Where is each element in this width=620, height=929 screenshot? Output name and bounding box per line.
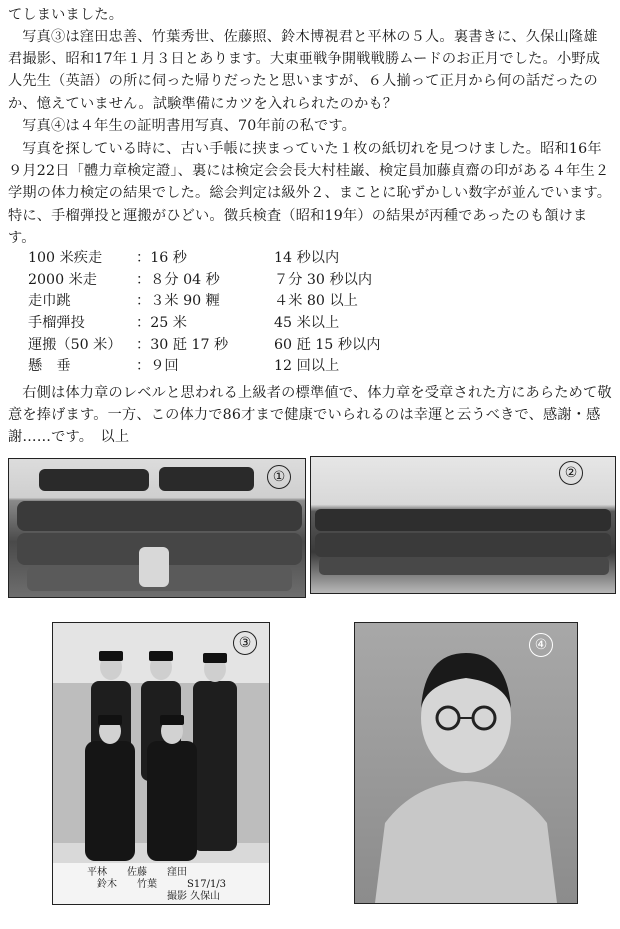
- event-result: ：16 秒: [136, 250, 187, 266]
- paragraph-3: 写真④は４年生の証明書用写真、70年前の私です。: [22, 118, 357, 134]
- event-standard: ７分 30 秒以内: [274, 271, 373, 288]
- event-name: 手榴弾投: [28, 315, 85, 332]
- photo-group-field: [310, 456, 616, 594]
- event-name: 2000 米走: [28, 271, 97, 288]
- event-name: 100 米疾走: [28, 250, 103, 266]
- photo-caption: 平林 佐藤 窪田 鈴木 竹葉 S17/1/3 撮影 久保山: [87, 867, 227, 902]
- event-result: ：８分 04 秒: [136, 271, 220, 288]
- photo-number: ①: [267, 465, 291, 489]
- event-standard: 12 回以上: [274, 358, 340, 375]
- event-name: 運搬（50 米）: [28, 336, 122, 353]
- photo-number: ③: [233, 631, 257, 655]
- photo-group-beach: [8, 458, 306, 598]
- photo-five-students: [52, 622, 270, 905]
- event-name: 懸 垂: [28, 358, 71, 375]
- event-result: ：３米 90 糎: [136, 293, 220, 310]
- event-name: 走巾跳: [28, 293, 71, 310]
- paragraph-4: 写真を探している時に、古い手帳に挟まっていた１枚の紙切れを見つけました。昭和16年９月22日「體力章検定證」、裏には検定会会長大村桂巌、検定員加藤貞齋の印がある４年生２学期の体力検定の結果でした。総会判定は級外２、まことに恥ずかしい数字が並んでいます。特に、手榴弾投と運搬がひどい。徴兵検査（昭和19年）の結果が丙種であったのも頷けます。: [8, 141, 612, 246]
- event-standard: ４米 80 以上: [274, 293, 358, 310]
- photo-number: ④: [529, 633, 553, 657]
- paragraph-2: 写真③は窪田忠善、竹葉秀世、佐藤照、鈴木博視君と平林の５人。裏書きに、久保山隆雄君撮影、昭和17年１月３日とあります。大東亜戦争開戦戦勝ムードのお正月でした。小野成人先生（英語）の所に伺った帰りだったと思いますが、６人揃って正月から何の話だったのか、憶えていません。試験準備にカツを入れられたのかも？: [8, 29, 601, 112]
- portrait-illustration: [355, 623, 577, 903]
- event-standard: 45 米以上: [274, 315, 340, 332]
- crowd-illustration: [9, 459, 305, 597]
- students-illustration: [53, 623, 269, 904]
- event-result: ：25 米: [136, 315, 187, 332]
- paragraph-1: てしまいました。: [8, 7, 124, 23]
- photo-portrait: [354, 622, 578, 904]
- photo-number: ②: [559, 461, 583, 485]
- paragraph-5: 右側は体力章のレベルと思われる上級者の標準値で、体力章を受章された方にあらためて敬意を捧げます。一方、この体力で86才まで健康でいられるのは幸運と云うべきで、感謝・感謝……です。 以上: [8, 385, 612, 446]
- event-standard: 60 瓩 15 秒以内: [274, 336, 381, 353]
- event-result: ：９回: [136, 358, 179, 375]
- event-result: ：30 瓩 17 秒: [136, 336, 229, 353]
- event-standard: 14 秒以内: [274, 250, 340, 266]
